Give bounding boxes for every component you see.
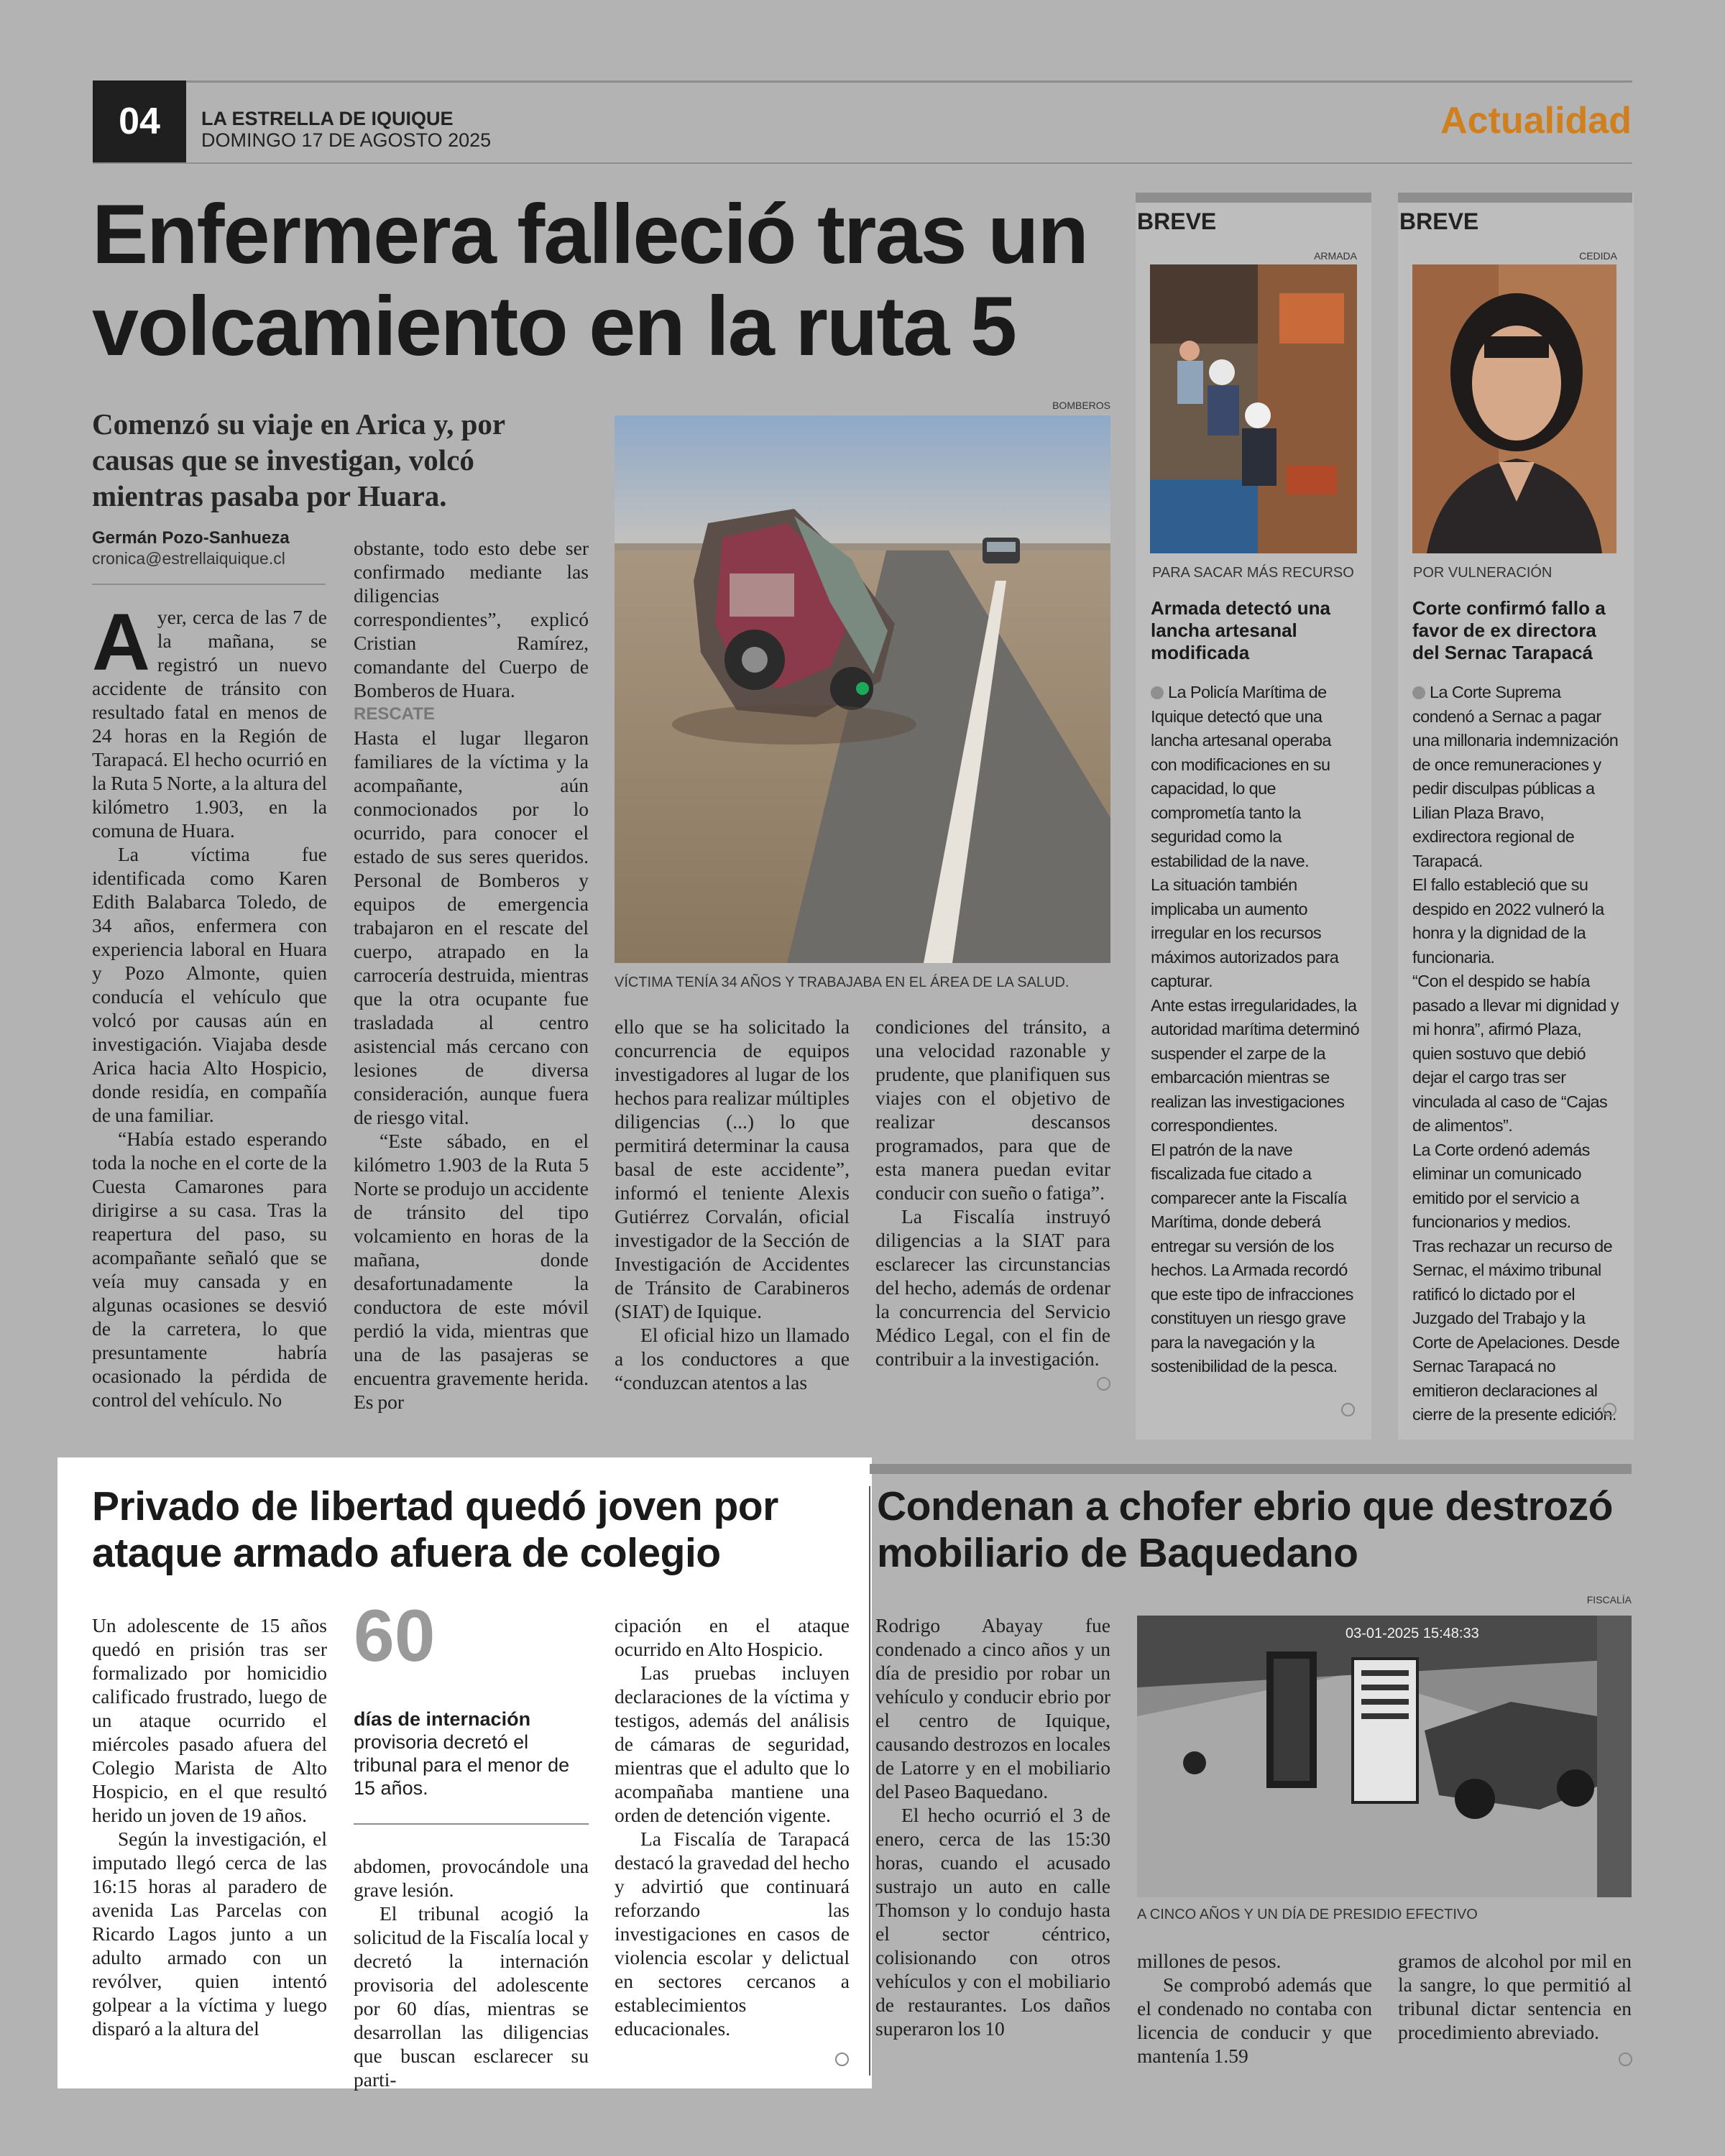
- story3-c1-p2: El hecho ocurrió el 3 de enero, cerca de las 15:30 horas, cuando el acusado sustrajo un auto en calle Thomson y lo condujo hasta el sector céntrico, colisionando con otros vehículos y con el mobiliario de restaurantes. Los daños superaron los 10: [875, 1804, 1110, 2040]
- car-wreck-image: [615, 415, 1110, 963]
- breve2-p5: Tras rechazar un recurso de Sernac, el máximo tribunal ratificó lo dictado por el Juzgado del Trabajo y la Corte de Apelaciones. Desde Sernac Tarapacá no emitieron declaraciones al cierre de la presente edición.: [1412, 1236, 1620, 1424]
- breve2-body: [1412, 681, 1622, 1427]
- main-col1-p2: La víctima fue identificada como Karen Edith Balabarca Toledo, de 34 años, enfermera con experiencia laboral en Huara y Pozo Almonte, quien conducía el vehículo que volcó por causas aún en investigación. Viajaba desde Arica hacia Alto Hospicio, donde residía, en compañía de una familiar.: [92, 843, 327, 1126]
- breve1-photo: [1150, 264, 1357, 553]
- main-col2-p2: Hasta el lugar llegaron familiares de la víctima y la acompañante, aún conmocionados por lo ocurrido, para conocer el estado de sus seres queridos. Personal de Bomberos y equipos de emergencia trabajaron en el rescate del cuerpo, atrapado en la carrocería destruida, mientras que la otra ocupante fue trasladada al centro asistencial más cercano con lesiones de diversa consideración, aunque fuera de riesgo vital.: [354, 727, 589, 1128]
- breve1-kicker: PARA SACAR MÁS RECURSO: [1152, 565, 1354, 581]
- story3-c2-p2: Se comprobó además que el condenado no contaba con licencia de conducir y que mantenía 1.59: [1137, 1973, 1372, 2067]
- breve2-kicker: POR VULNERACIÓN: [1413, 565, 1552, 581]
- end-mark-icon: [1097, 1377, 1110, 1391]
- author-rule: [92, 584, 326, 585]
- header-rule: [93, 162, 1632, 164]
- main-deck: Comenzó su viaje en Arica y, por causas que se investigan, volcó mientras pasaba por Huara.: [92, 407, 505, 512]
- story2-c1-p1: Un adolescente de 15 años quedó en prisión tras ser formalizado por homicidio calificado frustrado, luego de un ataque ocurrido el miércoles pasado afuera del Colegio Marista de Alto Hospicio, en el que resultó herido un joven de 19 años.: [92, 1614, 327, 1826]
- story3-column-2: [1137, 1949, 1372, 2068]
- story3-c1-p1: Rodrigo Abayay fue condenado a cinco años y un día de presidio por robar un vehículo y conducir ebrio por el centro de Iquique, causando destrozos en locales de Latorre y en el mobiliario del Paseo Baquedano.: [875, 1614, 1110, 1802]
- main-headline-line1: Enfermera falleció tras un: [92, 187, 1088, 281]
- main-col3-p1: ello que se ha solicitado la concurrencia de equipos investigadores al lugar de los hechos para realizar múltiples diligencias (...) lo que permitirá determinar la causa basal de este accidente”, informó el teniente Alexis Gutiérrez Corvalán, oficial investigador de la Sección de Investigación de Accidentes de Tránsito de Carabineros (SIAT) de Iquique.: [615, 1015, 850, 1322]
- fact-rule: [354, 1823, 589, 1825]
- rescue-subhead: RESCATE: [354, 704, 435, 724]
- main-col4-p2: La Fiscalía instruyó diligencias a la SIAT para esclarecer las circunstancias del hecho, además de ordenar la concurrencia del Servicio Médico Legal, con el fin de contribuir a la investigación.: [875, 1205, 1110, 1370]
- main-headline: [92, 188, 1127, 372]
- story2-column-2: [354, 1854, 589, 2091]
- fact-bold: días de internación: [354, 1708, 531, 1730]
- breve2-photo: [1412, 264, 1616, 553]
- section-rule: [870, 1464, 1632, 1474]
- breve1-p4: El patrón de la nave fiscalizada fue citado a comparecer ante la Fiscalía Marítima, donde deberá entregar su versión de los hechos. La Armada recordó que este tipo de infracciones constituyen un riesgo grave para la navegación y la sostenibilidad de la pesca.: [1151, 1140, 1353, 1376]
- breve2-headline: Corte confirmó fallo a favor de ex directora del Sernac Tarapacá: [1412, 597, 1606, 663]
- breve1-p1: La Policía Marítima de Iquique detectó que una lancha artesanal operaba con modificaciones en su capacidad, lo que comprometía tanto la seguridad como la estabilidad de la nave.: [1151, 683, 1331, 870]
- story2-c2-p1: abdomen, provocándole una grave lesión.: [354, 1855, 589, 1901]
- main-column-2: [354, 536, 589, 1414]
- story3-photo: [1137, 1616, 1632, 1897]
- end-mark-icon: [835, 2053, 849, 2066]
- fact-text: [354, 1708, 589, 1800]
- fact-number: 60: [354, 1595, 436, 1677]
- story3-headline: Condenan a chofer ebrio que destrozó mobiliario de Baquedano: [877, 1483, 1613, 1576]
- end-mark-icon: [1619, 2053, 1632, 2066]
- main-col1-p3: “Había estado esperando toda la noche en el corte de la Cuesta Camarones para dirigirse a su casa. Tras la reapertura del paso, su acompañante señaló que se veía muy cansada y en algunas ocasiones se desvió de la carretera, lo que presuntamente habría ocasionado la pérdida de control del vehículo. No: [92, 1128, 327, 1411]
- main-column-4: [875, 1015, 1110, 1394]
- story2-c3-p2: Las pruebas incluyen declaraciones de la víctima y testigos, además del análisis de cámaras de seguridad, mientras que el adulto que lo acompañaba mantiene una orden de detención vigente.: [615, 1662, 850, 1826]
- column-divider: [869, 1486, 870, 2076]
- camera-timestamp: 03-01-2025 15:48:33: [1346, 1626, 1479, 1641]
- story3-column-3: [1398, 1949, 1632, 2044]
- breve2-p4: La Corte ordenó además eliminar un comunicado emitido por el servicio a funcionarios y medios.: [1412, 1140, 1590, 1231]
- main-photo-caption: VÍCTIMA TENÍA 34 AÑOS Y TRABAJABA EN EL ÁREA DE LA SALUD.: [615, 975, 1070, 990]
- author-name: Germán Pozo-Sanhueza: [92, 528, 290, 548]
- story3-c2-p1: millones de pesos.: [1137, 1950, 1282, 1972]
- publication-date: DOMINGO 17 DE AGOSTO 2025: [201, 129, 492, 151]
- breve2-p2: El fallo estableció que su despido en 2022 vulneró la honra y la dignidad de la funcionaria.: [1412, 875, 1604, 967]
- main-photo-credit: BOMBEROS: [1052, 400, 1110, 411]
- main-headline-line2: volcamiento en la ruta 5: [92, 279, 1016, 373]
- story2-headline: Privado de libertad quedó joven por ataque armado afuera de colegio: [92, 1483, 778, 1576]
- publication-name: LA ESTRELLA DE IQUIQUE: [201, 108, 454, 129]
- main-col3-p2: El oficial hizo un llamado a los conductores a que “conduzcan atentos a las: [615, 1324, 850, 1393]
- bullet-icon: [1151, 686, 1164, 699]
- main-col1-p1: yer, cerca de las 7 de la mañana, se registró un nuevo accidente de tránsito con resultado fatal en menos de 24 horas en la Región de Tarapacá. El hecho ocurrió en la Ruta 5 Norte, a la altura del kilómetro 1.903, en la comuna de Huara.: [92, 606, 327, 842]
- top-rule: [93, 80, 1632, 83]
- main-column-1: [92, 597, 327, 1411]
- portrait-image: [1412, 264, 1616, 553]
- end-mark-icon: [1341, 1403, 1355, 1416]
- author-email[interactable]: cronica@estrellaiquique.cl: [92, 549, 285, 568]
- main-photo: [615, 415, 1110, 963]
- breve-bar: [1136, 193, 1371, 203]
- main-col2-p3: “Este sábado, en el kilómetro 1.903 de la Ruta 5 Norte se produjo un accidente de tránsito del tipo volcamiento en horas de la mañana, donde desafortunadamente la conductora de este móvil perdió la vida, mientras que una de las pasajeras se encuentra gravemente herida. Es por: [354, 1130, 589, 1413]
- main-col4-p1: condiciones del tránsito, a una velocidad razonable y prudente, que planifiquen sus viajes con el objetivo de realizar descansos programados, para que de esta manera puedan evitar conducir con sueño o fatiga”.: [875, 1015, 1110, 1204]
- story2-c1-p2: Según la investigación, el imputado llegó cerca de las 16:15 horas al paradero de avenida Las Parcelas con Ricardo Lagos junto a un adulto armado con un revólver, quien intentó golpear a la víctima y luego disparó a la altura del: [92, 1828, 327, 2040]
- breve2-p3: “Con el despido se había pasado a llevar mi dignidad y mi honra”, afirmó Plaza, quien sostuvo que debió dejar el cargo tras ser vinculada al caso de “Cajas de alimentos”.: [1412, 972, 1619, 1135]
- security-camera-image: [1137, 1616, 1632, 1897]
- dropcap: A: [92, 597, 150, 687]
- breve1-body: [1151, 681, 1361, 1379]
- breve1-p3: Ante estas irregularidades, la autoridad marítima determinó suspender el zarpe de la embarcación mientras se realizan las investigaciones correspondientes.: [1151, 995, 1360, 1135]
- main-col2-p1: obstante, todo esto debe ser confirmado mediante las diligencias correspondientes”, explicó Cristian Ramírez, comandante del Cuerpo de Bomberos de Huara.: [354, 537, 589, 701]
- fact-body: provisoria decretó el tribunal para el menor de 15 años.: [354, 1731, 570, 1799]
- breve1-p2: La situación también implicaba un aumento irregular en los recursos máximos autorizados para capturar.: [1151, 875, 1339, 990]
- breve1-headline: Armada detectó una lancha artesanal modificada: [1151, 597, 1330, 663]
- breve-label: BREVE: [1137, 208, 1217, 234]
- end-mark-icon: [1603, 1403, 1616, 1416]
- story3-c3-p1: gramos de alcohol por mil en la sangre, lo que permitió al tribunal dictar sentencia en procedimiento abreviado.: [1398, 1950, 1632, 2043]
- story2-c3-p3: La Fiscalía de Tarapacá destacó la gravedad del hecho y advirtió que continuará reforzando las investigaciones en casos de violencia escolar y delictual en sectores cercanos a establecimientos educacionales.: [615, 1828, 850, 2040]
- breve-bar: [1398, 193, 1632, 203]
- section-title: Actualidad: [1440, 100, 1632, 142]
- breve2-photo-credit: CEDIDA: [1579, 250, 1617, 262]
- main-column-3: [615, 1015, 850, 1394]
- story3-column-1: [875, 1613, 1110, 2040]
- story2-column-1: [92, 1613, 327, 2040]
- breve1-photo-credit: ARMADA: [1314, 250, 1357, 262]
- story3-photo-caption: A CINCO AÑOS Y UN DÍA DE PRESIDIO EFECTIVO: [1137, 1907, 1478, 1922]
- story2-column-3: [615, 1613, 850, 2040]
- breve2-p1: La Corte Suprema condenó a Sernac a pagar una millonaria indemnización de once remuneraciones y pedir disculpas públicas a Lilian Plaza Bravo, exdirectora regional de Tarapacá.: [1412, 683, 1619, 870]
- bullet-icon: [1412, 686, 1425, 699]
- story2-c3-p1: cipación en el ataque ocurrido en Alto Hospicio.: [615, 1614, 850, 1660]
- story3-photo-credit: FISCALÍA: [1586, 1594, 1632, 1606]
- story2-c2-p2: El tribunal acogió la solicitud de la Fiscalía local y decretó la internación provisoria del adolescente por 60 días, mientras se desarrollan las diligencias que buscan esclarecer su parti-: [354, 1902, 589, 2091]
- boat-inspection-image: [1150, 264, 1357, 553]
- page-number: 04: [93, 80, 186, 162]
- breve-label: BREVE: [1399, 208, 1479, 234]
